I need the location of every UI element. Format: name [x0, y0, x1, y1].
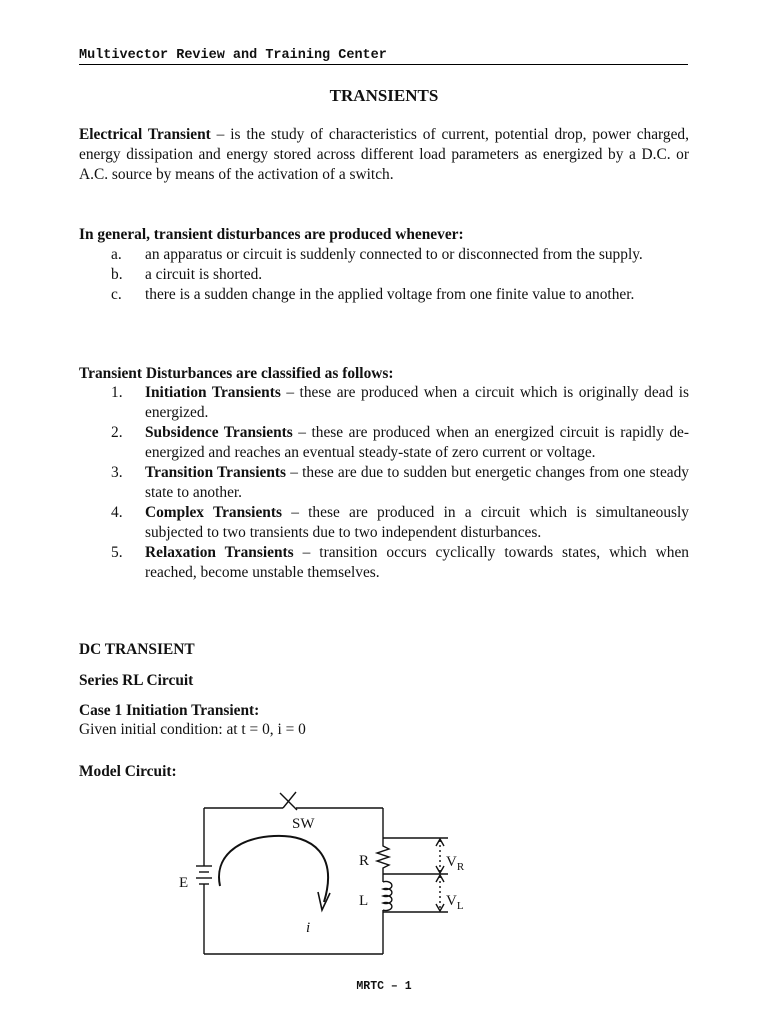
current-label: i — [306, 920, 311, 936]
vr-arrow-head — [436, 839, 444, 846]
list-item-term: Complex Transients — [145, 504, 282, 521]
list-item-text: – transition occurs cyclically towards states, which when reached, become unstable themselves. — [145, 544, 689, 581]
general-heading: In general, transient disturbances are produced whenever: — [79, 226, 464, 243]
current-arc-arrow — [219, 836, 328, 902]
vl-label-sub: L — [456, 900, 464, 912]
list-item-text: – these are produced when a circuit which is originally dead is energized. — [145, 384, 689, 421]
list-item-term: Subsidence Transients — [145, 424, 293, 441]
definition-term: Electrical Transient — [79, 126, 211, 143]
vl-label-main: V — [446, 893, 457, 909]
list-item-text: – these are produced in a circuit which is simultaneously subjected to two transients due to two independent disturbances. — [145, 504, 690, 541]
vr-arrow-head — [436, 866, 444, 873]
list-item-term: Transition Transients — [145, 464, 287, 481]
switch-blade — [283, 792, 296, 808]
source-label: E — [179, 875, 189, 891]
vr-label — [446, 854, 465, 873]
classification-heading: Transient Disturbances are classified as follows: — [79, 365, 394, 382]
series-rl-heading: Series RL Circuit — [79, 672, 194, 689]
list-item-text: an apparatus or circuit is suddenly connected to or disconnected from the supply. — [145, 246, 643, 263]
model-circuit-heading: Model Circuit: — [79, 763, 177, 780]
resistor-symbol — [377, 840, 389, 876]
page-title: TRANSIENTS — [329, 86, 439, 105]
list-marker: b. — [111, 266, 123, 283]
list-marker: 5. — [111, 544, 123, 561]
initial-condition: Given initial condition: at t = 0, i = 0 — [79, 721, 306, 738]
inductor-label: L — [359, 893, 369, 909]
list-item-text: – these are produced when an energized circuit is rapidly de-energized and reaches an eventual steady-state of zero current or voltage. — [145, 424, 689, 461]
list-marker: 3. — [111, 464, 123, 481]
vl-arrow-head — [436, 875, 444, 882]
list-marker: c. — [111, 286, 122, 303]
list-marker: a. — [111, 246, 122, 263]
list-marker: 2. — [111, 424, 123, 441]
list-marker: 1. — [111, 384, 123, 401]
vl-label — [446, 893, 464, 912]
case-heading: Case 1 Initiation Transient: — [79, 702, 260, 719]
switch-label: SW — [292, 816, 315, 832]
header-text: Multivector Review and Training Center — [79, 48, 387, 63]
list-marker: 4. — [111, 504, 123, 521]
list-item-text: there is a sudden change in the applied voltage from one finite value to another. — [145, 286, 635, 303]
list-item-term: Relaxation Transients — [145, 544, 294, 561]
page-footer: MRTC – 1 — [356, 980, 412, 993]
list-item-term: Initiation Transients — [145, 384, 281, 401]
vr-label-main: V — [446, 854, 457, 870]
list-item-text: a circuit is shorted. — [145, 266, 263, 283]
dc-transient-heading: DC TRANSIENT — [79, 641, 195, 658]
vr-label-sub: R — [456, 861, 465, 873]
definition-text: – is the study of characteristics of current, potential drop, power charged, energy dissipation and energy stored across different load parameters as energized by a D.C. or A.C. source by means of the activation of a switch. — [79, 126, 689, 183]
list-item-text: – these are due to sudden but energetic changes from one steady state to another. — [145, 464, 689, 501]
resistor-label: R — [359, 853, 370, 869]
inductor-symbol — [383, 882, 392, 911]
